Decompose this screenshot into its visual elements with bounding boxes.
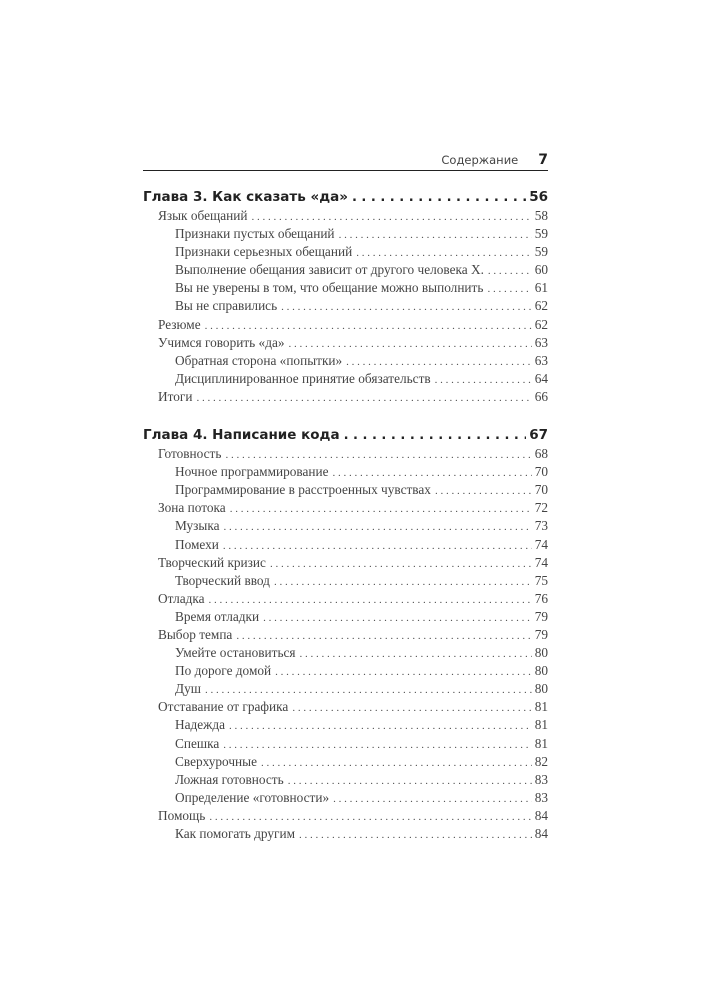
entry-title: Итоги xyxy=(158,388,193,404)
entry-page: 59 xyxy=(534,244,548,260)
toc-entry[interactable] xyxy=(143,825,548,843)
dot-leader xyxy=(225,446,531,464)
toc-entry[interactable] xyxy=(143,536,548,554)
entry-page: 74 xyxy=(534,536,548,552)
dot-leader xyxy=(263,609,532,627)
entry-title: Определение «готовности» xyxy=(175,789,330,805)
dot-leader xyxy=(299,826,532,844)
entry-page: 76 xyxy=(534,590,548,606)
entry-title: Вы не справились xyxy=(175,298,278,314)
entry-title: Творческий ввод xyxy=(175,572,270,588)
dot-leader xyxy=(300,645,532,663)
entry-title: Музыка xyxy=(175,518,220,534)
dot-leader xyxy=(223,537,532,555)
dot-leader xyxy=(275,663,532,681)
entry-title: Ложная готовность xyxy=(175,771,284,787)
entry-title: Творческий кризис xyxy=(158,554,266,570)
toc-entry[interactable] xyxy=(143,370,548,388)
dot-leader xyxy=(487,280,531,298)
entry-page: 70 xyxy=(534,464,548,480)
toc-entry[interactable] xyxy=(143,644,548,662)
entry-page: 82 xyxy=(534,753,548,769)
dot-leader xyxy=(339,226,532,244)
dot-leader xyxy=(488,262,532,280)
entry-title: Отставание от графика xyxy=(158,699,289,715)
entry-page: 80 xyxy=(534,645,548,661)
entry-page: 62 xyxy=(534,316,548,332)
entry-title: Душ xyxy=(175,681,201,697)
dot-leader xyxy=(196,389,531,407)
toc-entry[interactable] xyxy=(143,388,548,406)
entry-page: 81 xyxy=(534,699,548,715)
toc-entry[interactable] xyxy=(143,680,548,698)
toc-entry[interactable] xyxy=(143,753,548,771)
toc-entry[interactable] xyxy=(143,807,548,825)
dot-leader xyxy=(289,335,532,353)
toc-entry[interactable] xyxy=(143,297,548,315)
entry-page: 64 xyxy=(534,370,548,386)
chapter-entry[interactable] xyxy=(143,187,548,207)
dot-leader xyxy=(270,555,532,573)
entry-page: 58 xyxy=(534,208,548,223)
dot-leader xyxy=(209,808,531,826)
entry-title: Время отладки xyxy=(175,608,260,624)
dot-leader xyxy=(356,244,532,262)
toc-entry[interactable] xyxy=(143,279,548,297)
entry-title: Сверхурочные xyxy=(175,753,258,769)
toc-entry[interactable] xyxy=(143,626,548,644)
entry-title: Резюме xyxy=(158,316,201,332)
dot-leader xyxy=(274,573,532,591)
toc-entry[interactable] xyxy=(143,316,548,334)
entry-page: 67 xyxy=(529,427,548,444)
dot-leader xyxy=(435,371,532,389)
toc-entry[interactable] xyxy=(143,445,548,463)
toc-entry[interactable] xyxy=(143,771,548,789)
toc-entry[interactable] xyxy=(143,481,548,499)
toc-entry[interactable] xyxy=(143,499,548,517)
entry-title: Зона потока xyxy=(158,500,226,516)
dot-leader xyxy=(346,353,532,371)
entry-title: Обратная сторона «попытки» xyxy=(175,352,343,368)
entry-page: 68 xyxy=(534,446,548,462)
entry-title: Учимся говорить «да» xyxy=(158,334,285,350)
entry-page: 61 xyxy=(534,280,548,296)
entry-title: Глава 4. Написание кода xyxy=(143,427,340,444)
entry-page: 84 xyxy=(534,826,548,841)
dot-leader xyxy=(333,790,532,808)
toc-entry[interactable] xyxy=(143,572,548,590)
entry-title: Язык обещаний xyxy=(158,208,248,223)
toc-entry[interactable] xyxy=(143,789,548,807)
table-of-contents xyxy=(143,187,548,843)
toc-entry[interactable] xyxy=(143,243,548,261)
dot-leader xyxy=(223,736,531,754)
toc-entry[interactable] xyxy=(143,225,548,243)
dot-leader xyxy=(230,500,532,518)
dot-leader xyxy=(205,317,532,335)
entry-page: 74 xyxy=(534,554,548,570)
entry-page: 81 xyxy=(534,735,548,751)
dot-leader xyxy=(292,699,531,717)
entry-page: 70 xyxy=(534,482,548,498)
entry-page: 83 xyxy=(534,789,548,805)
entry-page: 56 xyxy=(529,189,548,205)
toc-entry[interactable] xyxy=(143,608,548,626)
entry-page: 59 xyxy=(534,226,548,242)
entry-page: 63 xyxy=(534,334,548,350)
entry-page: 72 xyxy=(534,500,548,516)
toc-entry[interactable] xyxy=(143,735,548,753)
toc-entry[interactable] xyxy=(143,463,548,481)
entry-page: 79 xyxy=(534,608,548,624)
toc-entry[interactable] xyxy=(143,698,548,716)
dot-leader xyxy=(281,298,532,316)
dot-leader xyxy=(209,591,532,609)
entry-title: Отладка xyxy=(158,590,205,606)
entry-title: Признаки серьезных обещаний xyxy=(175,244,353,260)
entry-title: Ночное программирование xyxy=(175,464,329,480)
dot-leader xyxy=(224,518,532,536)
entry-page: 83 xyxy=(534,771,548,787)
dot-leader xyxy=(352,188,526,208)
entry-title: Умейте остановиться xyxy=(175,645,296,661)
chapter-entry[interactable] xyxy=(143,425,548,445)
toc-entry[interactable] xyxy=(143,590,548,608)
toc-entry[interactable] xyxy=(143,662,548,680)
entry-page: 80 xyxy=(534,663,548,679)
running-header xyxy=(143,150,548,171)
entry-title: Помощь xyxy=(158,807,206,823)
entry-page: 73 xyxy=(534,518,548,534)
entry-title: Спешка xyxy=(175,735,220,751)
entry-page: 81 xyxy=(534,717,548,733)
dot-leader xyxy=(288,772,532,790)
entry-page: 66 xyxy=(534,388,548,404)
dot-leader xyxy=(205,681,532,699)
dot-leader xyxy=(229,717,532,735)
entry-title: Программирование в расстроенных чувствах xyxy=(175,482,431,498)
toc-entry[interactable] xyxy=(143,554,548,572)
dot-leader xyxy=(261,754,532,772)
entry-page: 80 xyxy=(534,681,548,697)
header-title: Содержание xyxy=(441,153,519,167)
entry-title: Надежда xyxy=(175,717,226,733)
entry-title: Дисциплинированное принятие обязательств xyxy=(175,370,431,386)
dot-leader xyxy=(236,627,531,645)
entry-title: Готовность xyxy=(158,446,222,462)
entry-title: Глава 3. Как сказать «да» xyxy=(143,189,348,205)
dot-leader xyxy=(251,208,531,226)
toc-entry[interactable] xyxy=(143,261,548,279)
entry-title: Выполнение обещания зависит от другого человека X. xyxy=(175,262,484,278)
entry-title: Как помогать другим xyxy=(175,826,296,841)
entry-title: По дороге домой xyxy=(175,663,272,679)
entry-title: Признаки пустых обещаний xyxy=(175,226,335,242)
spacer xyxy=(143,406,548,425)
toc-entry[interactable] xyxy=(143,517,548,535)
entry-title: Помехи xyxy=(175,536,219,552)
toc-entry[interactable] xyxy=(143,207,548,225)
dot-leader xyxy=(333,464,532,482)
dot-leader xyxy=(435,482,532,500)
entry-page: 60 xyxy=(534,262,548,278)
entry-page: 75 xyxy=(534,572,548,588)
toc-entry[interactable] xyxy=(143,334,548,352)
entry-title: Вы не уверены в том, что обещание можно выполнить xyxy=(175,280,484,296)
entry-page: 79 xyxy=(534,626,548,642)
page-number: 7 xyxy=(538,152,548,168)
dot-leader xyxy=(344,426,527,446)
entry-page: 84 xyxy=(534,807,548,823)
entry-title: Выбор темпа xyxy=(158,626,233,642)
entry-page: 62 xyxy=(534,298,548,314)
entry-page: 63 xyxy=(534,352,548,368)
toc-entry[interactable] xyxy=(143,352,548,370)
toc-entry[interactable] xyxy=(143,716,548,734)
